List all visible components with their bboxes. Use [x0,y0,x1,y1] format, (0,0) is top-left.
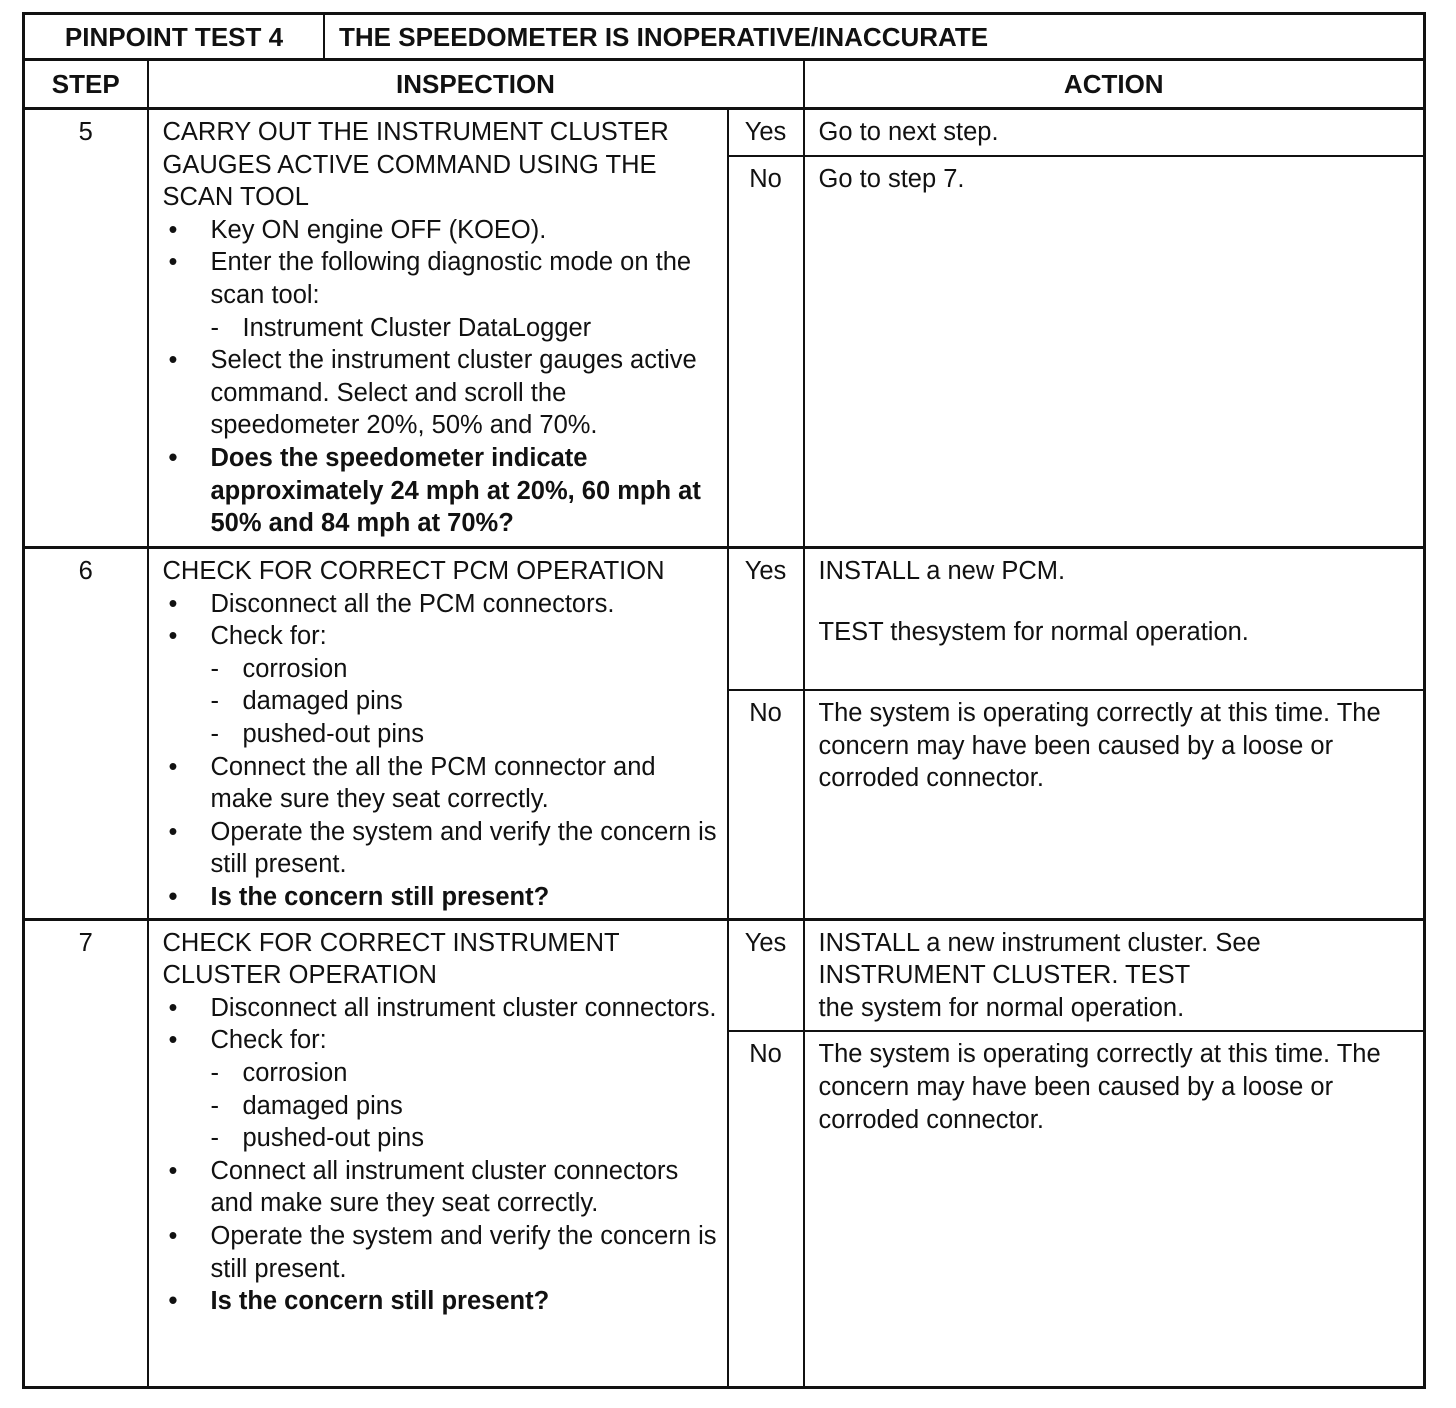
bullet-icon: • [168,622,178,651]
bullet-icon: • [168,215,178,244]
sub-item: - damaged pins [163,1090,721,1123]
dash-icon: - [210,654,219,683]
bullet-item: • Enter the following diagnostic mode on the scan tool: [163,246,721,311]
bullet-icon: • [168,248,178,277]
yes-label: Yes [728,548,804,691]
yes-label: Yes [728,919,804,1031]
inspection-heading: CARRY OUT THE INSTRUMENT CLUSTER GAUGES ACTIVE COMMAND USING THE SCAN TOOL [162,118,669,212]
question-item: • Is the concern still present? [163,881,721,914]
sub-item: - damaged pins [163,685,721,718]
dash-icon: - [210,720,219,749]
bullet-item: • Connect all instrument cluster connectors and make sure they seat correctly. [163,1155,721,1220]
step-number: 7 [24,919,148,1387]
sub-item: - Instrument Cluster DataLogger [163,312,721,345]
test-id: PINPOINT TEST 4 [25,15,325,58]
bullet-icon: • [168,443,178,472]
bullet-item: • Disconnect all instrument cluster connectors. [163,992,721,1025]
step-6-inspection [148,548,728,920]
column-header-step: STEP [24,60,148,109]
bullet-icon: • [168,993,178,1022]
step-number: 6 [24,548,148,920]
step-5-yes-row [24,109,1425,156]
dash-icon: - [210,1124,219,1153]
yes-action: INSTALL a new PCM. TEST thesystem for normal operation. [804,548,1425,691]
step-6-yes-row [24,548,1425,691]
bullet-item: • Operate the system and verify the concern is still present. [163,816,721,881]
dash-icon: - [210,313,219,342]
bullet-item: • Operate the system and verify the concern is still present. [163,1220,721,1285]
bullet-item: • Connect the all the PCM connector and make sure they seat correctly. [163,751,721,816]
bullet-icon: • [168,883,178,912]
bullet-icon: • [168,1287,178,1316]
yes-action: Go to next step. [804,109,1425,156]
dash-icon: - [210,1091,219,1120]
test-title: THE SPEEDOMETER IS INOPERATIVE/INACCURATE [339,22,989,52]
bullet-item: • Key ON engine OFF (KOEO). [163,214,721,247]
diagnostic-table [22,58,1426,1389]
bullet-icon: • [168,1221,178,1250]
question-item: • Does the speedometer indicate approximately 24 mph at 20%, 60 mph at 50% and 84 mph at 70%? [163,442,721,540]
yes-label: Yes [728,109,804,156]
bullet-icon: • [168,817,178,846]
no-action: The system is operating correctly at this time. The concern may have been caused by a loose or corroded connector. [804,1031,1425,1387]
pinpoint-test-document [22,12,1426,1389]
bullet-icon: • [168,1156,178,1185]
inspection-heading: CHECK FOR CORRECT INSTRUMENT CLUSTER OPERATION [162,928,620,990]
bullet-icon: • [168,752,178,781]
bullet-item: • Check for: [163,1024,721,1057]
dash-icon: - [210,687,219,716]
step-7-yes-row [24,919,1425,1031]
bullet-item: • Select the instrument cluster gauges active command. Select and scroll the speedometer 20%, 50% and 70%. [163,344,721,442]
no-label: No [728,690,804,919]
column-header-inspection: INSPECTION [148,60,804,109]
bullet-item: • Disconnect all the PCM connectors. [163,588,721,621]
bullet-icon: • [168,589,178,618]
no-action: The system is operating correctly at this time. The concern may have been caused by a loose or corroded connector. [804,690,1425,919]
step-number: 5 [24,109,148,548]
bullet-icon: • [168,1026,178,1055]
sub-item: - corrosion [163,1057,721,1090]
column-header-action: ACTION [804,60,1425,109]
inspection-heading: CHECK FOR CORRECT PCM OPERATION [162,557,665,586]
bullet-item: • Check for: [163,620,721,653]
bullet-icon: • [168,346,178,375]
sub-item: - pushed-out pins [163,1122,721,1155]
dash-icon: - [210,1059,219,1087]
sub-item: - corrosion [163,653,721,686]
column-header-row [24,60,1425,109]
no-label: No [728,1031,804,1387]
no-label: No [728,156,804,548]
step-7-inspection [148,919,728,1387]
yes-action: INSTALL a new instrument cluster. See INSTRUMENT CLUSTER. TEST the system for normal operation. [804,919,1425,1031]
question-item: • Is the concern still present? [163,1285,721,1318]
no-action: Go to step 7. [804,156,1425,548]
title-bar [22,12,1426,58]
step-5-inspection [148,109,728,548]
sub-item: - pushed-out pins [163,718,721,751]
